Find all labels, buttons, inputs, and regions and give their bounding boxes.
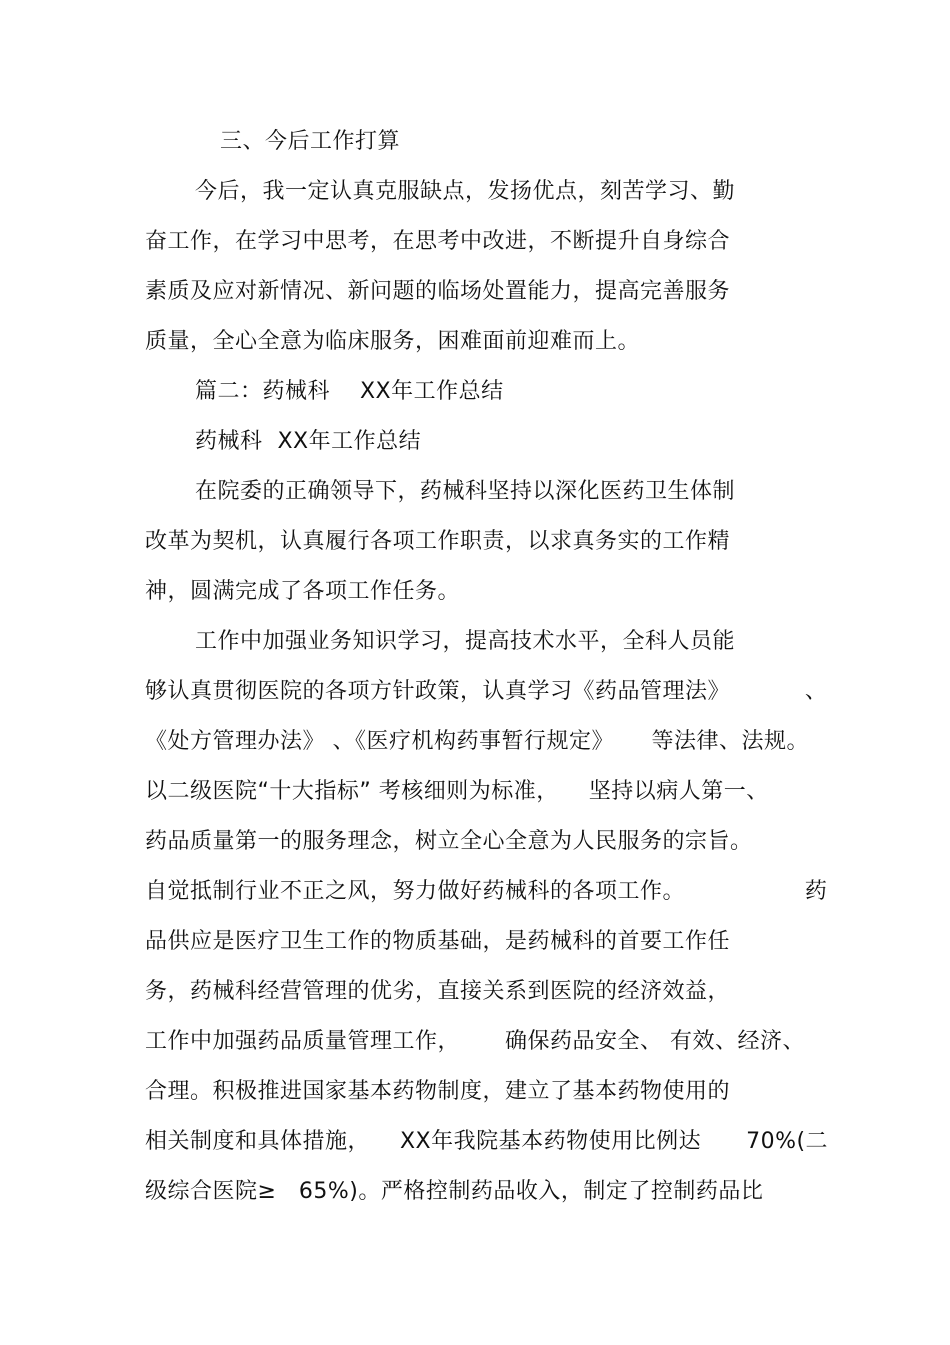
section-heading-future-plans: 三、今后工作打算 [220,129,401,154]
article-title: 药械科 XX年工作总结 [195,429,422,454]
paragraph-line: 以二级医院“十大指标” 考核细则为标准， 坚持以病人第一、 [145,779,769,804]
paragraph-line: 合理。积极推进国家基本药物制度，建立了基本药物使用的 [145,1079,731,1104]
paragraph-line: 药品质量第一的服务理念，树立全心全意为人民服务的宗旨。 [145,829,753,854]
paragraph-line: 工作中加强药品质量管理工作， 确保药品安全、 有效、经济、 [145,1029,805,1054]
paragraph-line: 改革为契机，认真履行各项工作职责，以求真务实的工作精 [145,529,731,554]
paragraph-line: 《处方管理办法》 、《医疗机构药事暂行规定》 等法律、法规。 [145,729,809,754]
paragraph-line: 级综合医院≥ 65%)。严格控制药品收入，制定了控制药品比 [145,1179,764,1204]
paragraph-line: 相关制度和具体措施， XX年我院基本药物使用比例达 70%(二 [145,1129,829,1154]
paragraph-line: 工作中加强业务知识学习，提高技术水平，全科人员能 [195,629,736,654]
paragraph-line: 今后，我一定认真克服缺点，发扬优点，刻苦学习、勤 [195,179,736,204]
paragraph-line: 质量，全心全意为临床服务，困难面前迎难而上。 [145,329,641,354]
paragraph-line: 在院委的正确领导下，药械科坚持以深化医药卫生体制 [195,479,736,504]
paragraph-line: 务，药械科经营管理的优劣，直接关系到医院的经济效益， [145,979,731,1004]
paragraph-line: 自觉抵制行业不正之风，努力做好药械科的各项工作。 药 [145,879,828,904]
paragraph-line: 品供应是医疗卫生工作的物质基础，是药械科的首要工作任 [145,929,731,954]
paragraph-line: 够认真贯彻医院的各项方针政策，认真学习《药品管理法》 、 [145,679,828,704]
paragraph-line: 神，圆满完成了各项工作任务。 [145,579,461,604]
paragraph-line: 奋工作，在学习中思考，在思考中改进，不断提升自身综合 [145,229,731,254]
article-heading: 篇二：药械科 XX年工作总结 [195,379,504,404]
paragraph-line: 素质及应对新情况、新问题的临场处置能力，提高完善服务 [145,279,731,304]
